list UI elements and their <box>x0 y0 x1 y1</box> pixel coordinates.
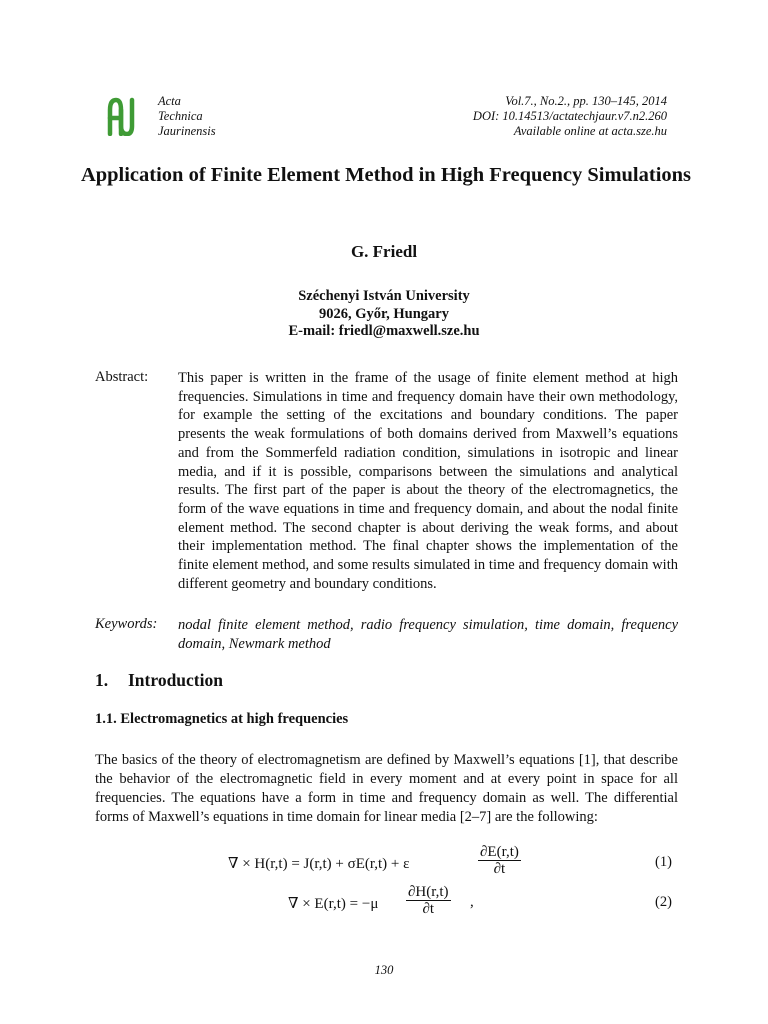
equation-denominator: ∂t <box>422 901 435 917</box>
section-title: Introduction <box>128 670 223 690</box>
section-heading <box>95 670 223 691</box>
subsection-heading: 1.1. Electromagnetics at high frequencies <box>95 711 349 727</box>
equation-tail: , <box>470 894 474 910</box>
body-paragraph: The basics of the theory of electromagnetism are defined by Maxwell’s equations [1], that describe the behavior of the electromagnetic field in every moment and at every point in space for all frequencies. The equations have a form in time and frequency domain as well. The differential forms of Maxwell’s equations in time domain for linear media [2–7] are the following: <box>95 752 678 825</box>
equation-fraction <box>478 844 521 877</box>
journal-name <box>158 94 216 139</box>
keywords-text: nodal finite element method, radio frequency simulation, time domain, frequency domain, Newmark method <box>178 617 678 652</box>
equation-denominator: ∂t <box>493 861 506 877</box>
publication-info <box>473 94 667 139</box>
equation-lhs: ∇ × E(r,t) = −μ <box>288 896 379 912</box>
equation-numerator: ∂H(r,t) <box>408 884 449 900</box>
journal-name-line2: Technica <box>158 109 203 123</box>
journal-logo-icon <box>106 96 136 136</box>
equation-number: (1) <box>655 854 672 870</box>
equation-number: (2) <box>655 894 672 910</box>
email: E-mail: friedl@maxwell.sze.hu <box>288 323 480 339</box>
abstract-text: This paper is written in the frame of the usage of finite element method at high frequencies. Simulations in time and frequency domain have their own methodology, for example the setting of the excitations and boundary conditions. The paper presents the weak formulations of both domains derived from Maxwell’s equations and from the Sommerfeld radiation condition, simulations in isotropic and linear media, and if it is possible, comparisons between the simulations and analytical results. The first part of the paper is about the theory of the electromagnetics, the form of the wave equations in time and frequency domain, and about the nodal finite element method. The second chapter is about deriving the weak forms, and about their implementation method. The final chapter shows the implementation of the finite element method, and some results simulated in time and frequency domain with different geometry and boundary conditions. <box>178 370 678 592</box>
university: Széchenyi István University <box>298 288 470 304</box>
equation-2 <box>0 882 768 922</box>
doi: DOI: 10.14513/actatechjaur.v7.n2.260 <box>472 109 667 123</box>
affiliation <box>0 288 768 341</box>
equation-1 <box>0 842 768 882</box>
equation-numerator: ∂E(r,t) <box>480 844 519 860</box>
author-name: G. Friedl <box>350 242 418 261</box>
address: 9026, Győr, Hungary <box>319 305 449 322</box>
online-info: Available online at acta.sze.hu <box>513 124 667 138</box>
journal-header <box>0 94 768 144</box>
abstract-label: Abstract: <box>95 369 149 385</box>
paper-title: Application of Finite Element Method in High Frequency Simulations <box>80 164 692 186</box>
page-number: 130 <box>374 963 394 977</box>
section-number: 1. <box>95 670 109 690</box>
volume-info: Vol.7., No.2., pp. 130–145, 2014 <box>505 94 667 108</box>
equation-lhs: ∇ × H(r,t) = J(r,t) + σE(r,t) + ε <box>228 856 410 872</box>
journal-name-line3: Jaurinensis <box>158 124 216 138</box>
keywords-label: Keywords: <box>95 616 158 632</box>
journal-name-line1: Acta <box>158 94 181 108</box>
equation-fraction <box>406 884 451 917</box>
